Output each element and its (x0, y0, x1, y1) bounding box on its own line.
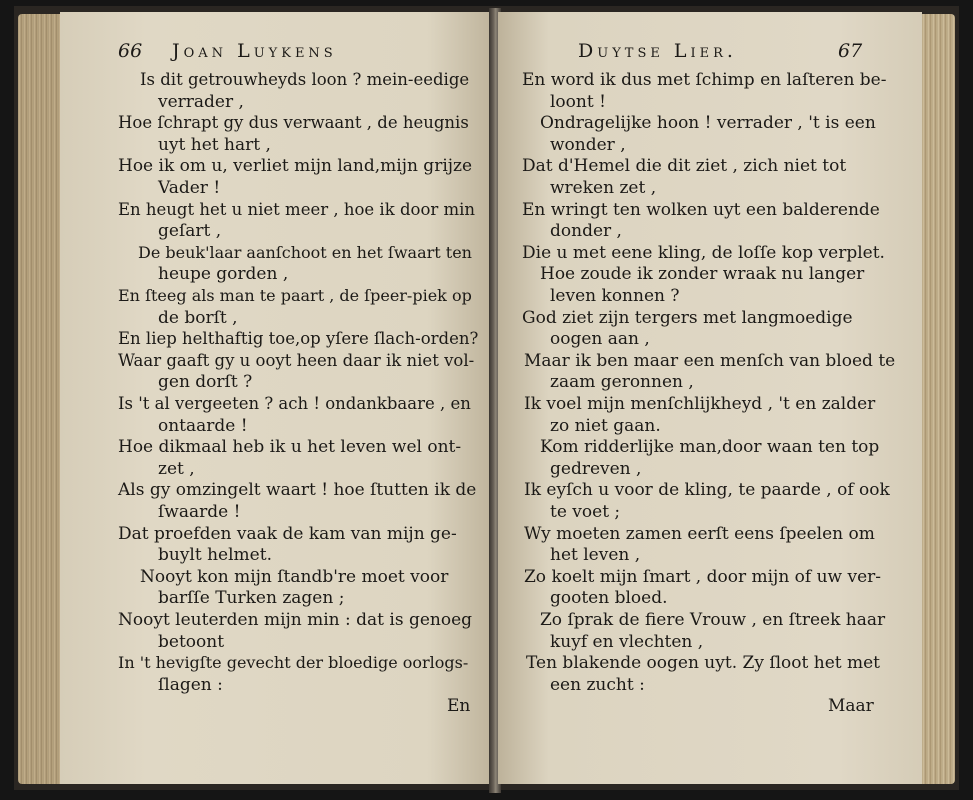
page-number-right: 67 (838, 40, 863, 62)
page-edges-right (917, 14, 955, 784)
right-line: Maar ik ben maar een menſch van bloed te (524, 350, 896, 371)
left-line: Hoe dikmaal heb ik u het leven wel ont- (118, 437, 462, 458)
left-line: Dat proefden vaak de kam van mijn ge- (118, 523, 457, 544)
right-line: Dat d'Hemel die dit ziet , zich niet tot (522, 156, 847, 177)
running-header-right: Duytse Lier. (578, 40, 737, 62)
right-line: Kom ridderlijke man,door waan ten top (540, 437, 880, 458)
left-line: ſlagen : (158, 674, 223, 695)
left-line: barſſe Turken zagen ; (158, 588, 345, 609)
left-line: Hoe ik om u, verliet mijn land,mijn grijze (118, 156, 473, 177)
left-line: gen dorſt ? (158, 372, 253, 393)
right-line: het leven , (550, 545, 641, 566)
right-line: God ziet zijn tergers met langmoedige (522, 307, 853, 328)
right-line: wonder , (550, 134, 626, 155)
left-line: geſart , (158, 221, 222, 242)
right-line: loont ! (550, 91, 606, 112)
right-line: Wy moeten zamen eerſt eens ſpeelen om (524, 523, 875, 544)
catchword-right: Maar (828, 696, 874, 716)
right-line: oogen aan , (550, 329, 650, 350)
right-line: En word ik dus met ſchimp en laſteren be- (522, 70, 887, 90)
left-line: Nooyt kon mijn ſtandb're moet voor (140, 566, 449, 587)
page-number-left: 66 (118, 40, 143, 62)
right-line: En wringt ten wolken uyt een balderende (522, 199, 880, 220)
right-line: een zucht : (550, 674, 645, 695)
left-line: Is dit getrouwheyds loon ? mein-eedige (140, 70, 470, 89)
left-line: zet , (158, 458, 195, 479)
running-header-left: Joan Luykens (172, 40, 337, 62)
left-line: De beuk'laar aanſchoot en het ſwaart ten (138, 242, 472, 262)
left-line: de borſt , (158, 307, 238, 328)
catchword-left: En (447, 696, 471, 716)
right-line: gooten bloed. (550, 588, 668, 609)
left-line: verrader , (158, 91, 244, 112)
right-line: Zo koelt mijn ſmart , door mijn of uw ver- (524, 566, 882, 587)
left-line: Vader ! (158, 178, 221, 198)
right-line: donder , (550, 221, 622, 242)
left-line: uyt het hart , (158, 134, 271, 155)
right-line: zo niet gaan. (550, 415, 661, 436)
left-line: En heugt het u niet meer , hoe ik door min (118, 199, 476, 219)
right-line: Die u met eene kling, de loſſe kop verplet. (522, 242, 885, 263)
left-line: heupe gorden , (158, 264, 289, 285)
left-line: En liep helthaftig toe,op yſere ſlach-orden? (118, 329, 479, 349)
left-line: ontaarde ! (158, 415, 248, 436)
left-line: ſwaarde ! (158, 502, 241, 522)
right-line: Hoe zoude ik zonder wraak nu langer (540, 264, 865, 285)
left-line: Waar gaaft gy u ooyt heen daar ik niet vol- (118, 350, 475, 370)
right-line: gedreven , (550, 458, 642, 479)
right-page (498, 12, 922, 784)
right-line: Ondragelijke hoon ! verrader , 't is een (540, 113, 876, 134)
left-line: Is 't al vergeeten ? ach ! ondankbaare , en (118, 394, 471, 413)
right-line: leven konnen ? (550, 286, 680, 306)
right-line: wreken zet , (550, 178, 657, 198)
right-line: Ik voel mijn menſchlijkheyd , 't en zalder (524, 394, 876, 414)
right-line: Zo ſprak de fiere Vrouw , en ſtreek haar (540, 610, 886, 630)
right-line: te voet ; (550, 502, 621, 522)
left-line: buylt helmet. (158, 545, 272, 566)
right-line: zaam geronnen , (550, 372, 694, 393)
left-line: En ſteeg als man te paart , de ſpeer-piek op (118, 286, 472, 305)
right-line: kuyf en vlechten , (550, 631, 704, 652)
page-edges-left (18, 14, 66, 784)
right-line: Ten blakende oogen uyt. Zy ſloot het met (526, 653, 881, 674)
left-line: Als gy omzingelt waart ! hoe ſtutten ik de (118, 480, 477, 501)
right-line: Ik eyſch u voor de kling, te paarde , of ook (524, 480, 890, 501)
left-line: Nooyt leuterden mijn min : dat is genoeg (118, 610, 473, 630)
left-line: In 't hevigſte gevecht der bloedige oorlogs- (118, 653, 469, 673)
left-page (60, 12, 492, 784)
left-line: Hoe ſchrapt gy dus verwaant , de heugnis (118, 113, 469, 133)
left-line: betoont (158, 631, 225, 652)
